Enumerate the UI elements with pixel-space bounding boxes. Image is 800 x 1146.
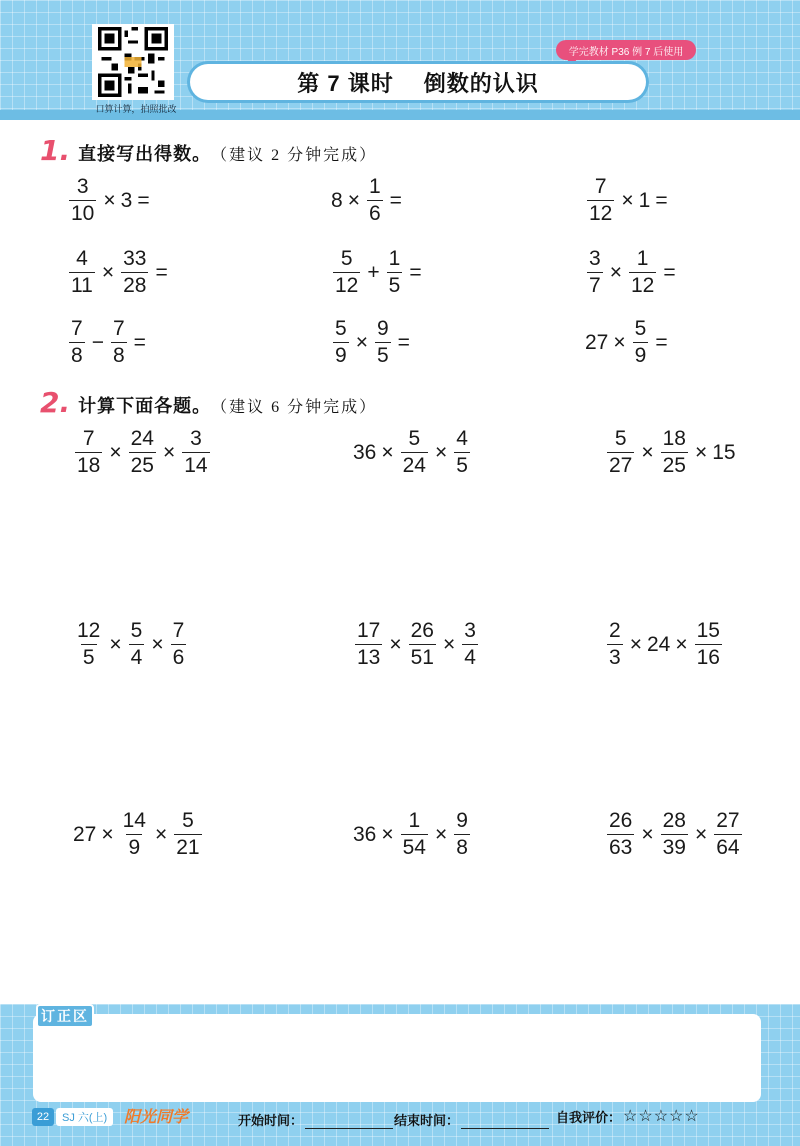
star-rating-icon[interactable]: ☆☆☆☆☆ (623, 1108, 700, 1125)
page-number: 22 (32, 1108, 54, 1126)
q2-d-d2: 4 (130, 646, 143, 669)
q1-g (66, 318, 150, 367)
fraction (661, 810, 688, 859)
fraction (129, 620, 145, 669)
fraction (69, 176, 96, 225)
fraction (129, 428, 156, 477)
q2-d-n1: 12 (77, 619, 101, 642)
title-topic: 倒数的认识 (423, 70, 539, 96)
q1-g-eq: = (133, 330, 146, 354)
q1-c-w: 1 (638, 188, 651, 212)
fraction (633, 318, 649, 367)
section-1-title: 直接写出得数。 (78, 144, 212, 164)
q1-f-eq: = (663, 260, 676, 284)
fraction (401, 428, 428, 477)
q1-b-d1: 6 (368, 202, 381, 225)
q2-e-op1: × (389, 632, 402, 656)
q1-e-eq: = (409, 260, 422, 284)
q1-d-eq: = (155, 260, 168, 284)
q2-e-op2: × (442, 632, 456, 656)
q2-i-op1: × (641, 822, 654, 846)
q1-i (584, 318, 672, 367)
q1-c-eq: = (655, 188, 668, 212)
q2-a-d2: 25 (130, 454, 154, 477)
fraction (121, 248, 148, 297)
q1-d-d1: 11 (71, 274, 93, 297)
section-2-heading (40, 386, 377, 419)
q2-e-d2: 51 (410, 646, 434, 669)
q1-c (584, 176, 672, 225)
q2-d-n3: 7 (172, 619, 185, 642)
q2-a-n3: 3 (190, 427, 202, 450)
fraction (333, 318, 349, 367)
q2-b-d2: 5 (456, 454, 468, 477)
start-time-label: 开始时间： (238, 1113, 304, 1128)
q1-f (584, 248, 680, 297)
q2-f-op1: × (629, 632, 642, 656)
fraction (409, 620, 436, 669)
fraction (355, 620, 382, 669)
section-1-hint: （建议 2 分钟完成） (211, 147, 378, 164)
q2-i-op2: × (694, 822, 708, 846)
q1-b-op: × (347, 188, 360, 212)
qr-caption: 口算计算，拍照批改 (95, 104, 177, 114)
q1-i-eq: = (655, 330, 668, 354)
q2-h-op2: × (434, 822, 448, 846)
q2-g-w: 27 (73, 822, 97, 846)
fraction (714, 810, 741, 859)
fraction (75, 620, 102, 669)
q1-g-op: − (91, 330, 104, 354)
q2-b-op1: × (381, 440, 394, 464)
q1-d (66, 248, 172, 297)
q1-i-n1: 5 (634, 317, 647, 340)
fraction (171, 620, 187, 669)
q1-a-op: × (103, 188, 116, 212)
q1-b-w: 8 (331, 188, 343, 212)
correction-area[interactable] (33, 1014, 761, 1102)
title-lesson: 第 7 课时 (297, 70, 394, 96)
fraction (462, 620, 478, 669)
q1-e (330, 248, 426, 297)
q1-f-n2: 1 (636, 247, 649, 270)
end-time-label: 结束时间： (394, 1113, 460, 1128)
q2-c-d2: 25 (662, 454, 686, 477)
q2-d-n2: 5 (130, 619, 143, 642)
q1-g-n1: 7 (71, 317, 83, 340)
q2-g-op1: × (101, 822, 114, 846)
q2-f-op2: × (675, 632, 688, 656)
q2-h (352, 810, 473, 859)
q1-a (66, 176, 154, 225)
q2-a-n2: 24 (130, 427, 154, 450)
q2-g-op2: × (154, 822, 168, 846)
fraction (75, 428, 102, 477)
q2-f-w: 24 (646, 632, 671, 656)
q2-f-n1: 2 (609, 619, 621, 642)
q2-a-op1: × (109, 440, 122, 464)
q1-a-eq: = (137, 188, 150, 212)
q2-e (352, 620, 481, 669)
start-time-field[interactable] (238, 1110, 393, 1129)
q2-i-d1: 63 (609, 836, 633, 859)
q2-i-d2: 39 (662, 836, 686, 859)
q2-c-n1: 5 (614, 427, 627, 450)
q2-e-n2: 26 (410, 619, 434, 642)
q1-h-n1: 5 (335, 317, 347, 340)
fraction (607, 428, 634, 477)
fraction (629, 248, 656, 297)
q1-f-d1: 7 (589, 274, 601, 297)
q2-c-w: 15 (712, 440, 736, 464)
q2-e-n1: 17 (357, 619, 381, 642)
q2-d-d3: 6 (172, 646, 185, 669)
fraction (111, 318, 127, 367)
q1-e-n1: 5 (340, 247, 353, 270)
q1-a-w: 3 (120, 188, 133, 212)
q2-i (604, 810, 745, 859)
q2-d-op1: × (109, 632, 122, 656)
section-1-number: 1. (40, 134, 71, 167)
q2-f-d1: 3 (609, 646, 621, 669)
q1-d-d2: 28 (123, 274, 147, 297)
q2-e-n3: 3 (464, 619, 476, 642)
q2-c-op2: × (694, 440, 708, 464)
fraction (69, 318, 85, 367)
q2-a-op2: × (162, 440, 176, 464)
q2-f (604, 620, 725, 669)
q2-h-n2: 9 (456, 809, 468, 832)
fraction (367, 176, 383, 225)
q1-i-op: × (613, 330, 626, 354)
q1-g-d1: 8 (71, 344, 83, 367)
correction-label: 订正区 (36, 1004, 94, 1028)
q2-c (604, 428, 737, 477)
section-2-title: 计算下面各题。 (78, 396, 212, 416)
q2-a (72, 428, 213, 477)
q1-h-d2: 5 (376, 344, 389, 367)
q2-h-d2: 8 (456, 836, 468, 859)
q2-i-n2: 28 (662, 809, 686, 832)
q1-b (330, 176, 406, 225)
q2-d-op2: × (151, 632, 164, 656)
q1-f-op: × (609, 260, 622, 284)
fraction (182, 428, 209, 477)
fraction (69, 248, 95, 297)
q2-i-d3: 64 (716, 836, 740, 859)
q1-a-n1: 3 (76, 175, 89, 198)
q2-c-op1: × (641, 440, 654, 464)
fraction (607, 620, 623, 669)
end-time-field[interactable] (394, 1110, 549, 1129)
q2-d (72, 620, 189, 669)
q1-i-w: 27 (585, 330, 609, 354)
q1-h-eq: = (397, 330, 410, 354)
q1-e-op: + (367, 260, 380, 284)
self-eval-label: 自我评价： (556, 1110, 622, 1125)
q2-e-d3: 4 (464, 646, 476, 669)
fraction (333, 248, 360, 297)
q1-g-n2: 7 (112, 317, 125, 340)
fraction (607, 810, 634, 859)
q2-g (72, 810, 205, 859)
q1-d-n1: 4 (76, 247, 88, 270)
q1-c-d1: 12 (589, 202, 613, 225)
fraction (661, 428, 688, 477)
brand-logo: 阳光同学 (124, 1107, 189, 1126)
q2-h-n1: 1 (408, 809, 421, 832)
fraction (121, 810, 148, 859)
fraction (587, 176, 614, 225)
q1-f-n1: 3 (589, 247, 601, 270)
q2-b-n1: 5 (408, 427, 421, 450)
q1-i-d1: 9 (634, 344, 647, 367)
q2-a-d1: 18 (77, 454, 101, 477)
qr-code-icon[interactable] (92, 24, 174, 100)
q2-b-d1: 24 (402, 454, 426, 477)
q2-g-d1: 9 (128, 836, 141, 859)
self-eval-field (556, 1106, 700, 1126)
q2-b-n2: 4 (456, 427, 468, 450)
page-title (190, 64, 646, 100)
q1-e-d1: 12 (335, 274, 359, 297)
q2-f-n2: 15 (696, 619, 720, 642)
q1-h (330, 318, 414, 367)
q1-e-n2: 1 (388, 247, 401, 270)
q1-b-eq: = (389, 188, 402, 212)
fraction (454, 810, 470, 859)
fraction (695, 620, 722, 669)
q2-d-d1: 5 (82, 646, 95, 669)
q2-a-n1: 7 (82, 427, 95, 450)
q2-f-d2: 16 (696, 646, 720, 669)
q2-h-d1: 54 (402, 836, 426, 859)
q1-c-op: × (621, 188, 634, 212)
section-2-number: 2. (40, 386, 71, 419)
q1-f-d2: 12 (630, 274, 655, 297)
q2-b-w: 36 (353, 440, 377, 464)
fraction (454, 428, 470, 477)
q2-h-w: 36 (353, 822, 377, 846)
lesson-tag: 学完教材 P36 例 7 后使用 (556, 40, 696, 60)
fraction (174, 810, 201, 859)
fraction (587, 248, 603, 297)
q1-b-n1: 1 (368, 175, 381, 198)
fraction (387, 248, 403, 297)
q2-i-n3: 27 (716, 809, 740, 832)
q2-a-d3: 14 (184, 454, 208, 477)
q2-g-n1: 14 (122, 809, 146, 832)
q2-h-op1: × (381, 822, 394, 846)
q2-e-d1: 13 (357, 646, 381, 669)
q2-g-d2: 21 (176, 836, 200, 859)
q1-h-op: × (355, 330, 368, 354)
q2-g-n2: 5 (182, 809, 194, 832)
grade-badge: SJ 六(上) (56, 1108, 113, 1126)
q2-c-n2: 18 (662, 427, 686, 450)
q1-d-op: × (101, 260, 115, 284)
q1-h-d1: 9 (335, 344, 347, 367)
q2-c-d1: 27 (609, 454, 633, 477)
q1-g-d2: 8 (112, 344, 125, 367)
fraction (401, 810, 428, 859)
q2-b-op2: × (434, 440, 448, 464)
section-2-hint: （建议 6 分钟完成） (211, 399, 378, 416)
q1-e-d2: 5 (388, 274, 401, 297)
q1-c-n1: 7 (594, 175, 607, 198)
q1-h-n2: 9 (376, 317, 389, 340)
section-1-heading (40, 134, 377, 167)
q2-b (352, 428, 473, 477)
fraction (375, 318, 391, 367)
q1-a-d1: 10 (71, 202, 95, 225)
q1-d-n2: 33 (123, 247, 147, 270)
q2-i-n1: 26 (609, 809, 633, 832)
